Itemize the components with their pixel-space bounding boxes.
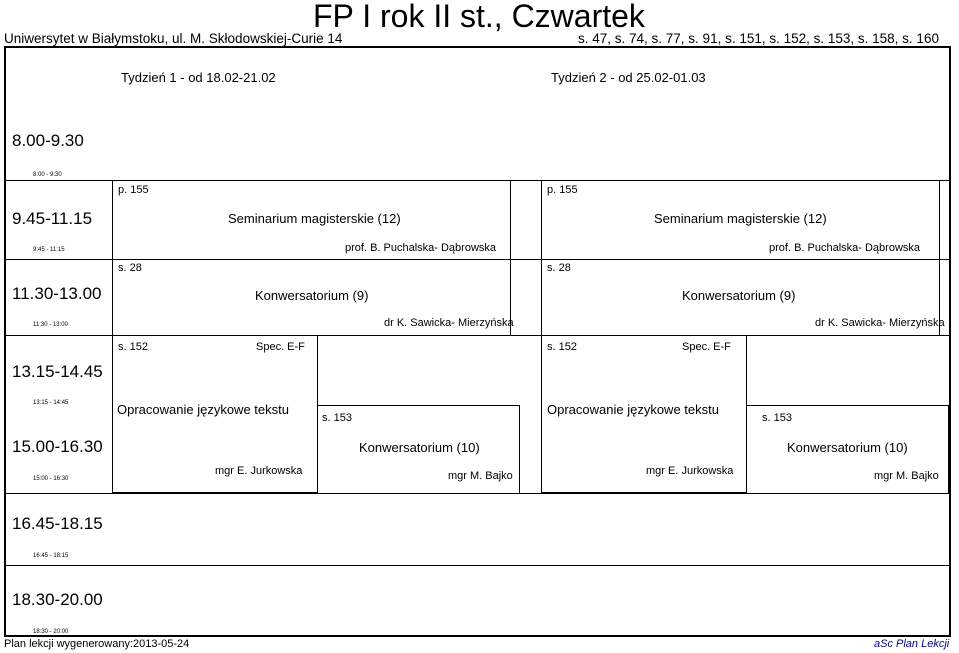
lesson-konwersatorium-9-week1[interactable] bbox=[112, 259, 514, 336]
lesson-group: Spec. E-F bbox=[682, 341, 731, 353]
lesson-group: Spec. E-F bbox=[256, 341, 305, 353]
period-time-small: 18:30 - 20:00 bbox=[33, 629, 69, 635]
lesson-teacher: dr K. Sawicka- Mierzyńska bbox=[384, 317, 514, 329]
lesson-teacher: prof. B. Puchalska- Dąbrowska bbox=[345, 242, 497, 254]
lesson-room: p. 155 bbox=[118, 184, 149, 196]
period-label: 16.45-18.15 bbox=[12, 514, 103, 533]
lesson-room: s. 153 bbox=[762, 412, 792, 424]
footer-brand: aSc Plan Lekcji bbox=[874, 638, 950, 650]
lesson-teacher: mgr M. Bajko bbox=[874, 470, 939, 482]
lesson-teacher: mgr M. Bajko bbox=[448, 470, 513, 482]
lesson-room: s. 153 bbox=[322, 412, 352, 424]
lesson-opracowanie-week1[interactable] bbox=[112, 335, 318, 493]
lesson-teacher: mgr E. Jurkowska bbox=[646, 465, 734, 477]
lesson-subject: Konwersatorium (10) bbox=[359, 440, 480, 455]
lesson-room: p. 155 bbox=[547, 184, 578, 196]
lesson-subject: Konwersatorium (9) bbox=[255, 288, 369, 303]
lesson-subject: Konwersatorium (10) bbox=[787, 440, 908, 455]
period-label: 18.30-20.00 bbox=[12, 590, 103, 609]
period-time-small: 16:45 - 18:15 bbox=[33, 553, 69, 559]
lesson-konwersatorium-9-week2[interactable] bbox=[541, 259, 945, 336]
period-label: 8.00-9.30 bbox=[12, 131, 84, 150]
period-label: 15.00-16.30 bbox=[12, 437, 103, 456]
week-1-header: Tydzień 1 - od 18.02-21.02 bbox=[121, 70, 276, 85]
institution-address: Uniwersytet w Białymstoku, ul. M. Skłodowskiej-Curie 14 bbox=[4, 31, 343, 46]
lesson-room: s. 152 bbox=[547, 341, 577, 353]
row-separator bbox=[4, 565, 951, 566]
lesson-subject: Opracowanie językowe tekstu bbox=[117, 402, 289, 417]
lesson-subject: Opracowanie językowe tekstu bbox=[547, 402, 719, 417]
period-time-small: 13:15 - 14:45 bbox=[33, 400, 69, 406]
lesson-subject: Seminarium magisterskie (12) bbox=[228, 211, 401, 226]
lesson-konwersatorium-10-week1[interactable] bbox=[317, 405, 520, 494]
period-time-small: 8:00 - 9:30 bbox=[33, 172, 62, 178]
lesson-teacher: mgr E. Jurkowska bbox=[215, 465, 303, 477]
lesson-opracowanie-week2[interactable] bbox=[541, 335, 747, 493]
period-time-small: 9:45 - 11:15 bbox=[33, 247, 65, 253]
lesson-room: s. 28 bbox=[118, 262, 142, 274]
lesson-teacher: prof. B. Puchalska- Dąbrowska bbox=[769, 242, 921, 254]
lesson-subject: Seminarium magisterskie (12) bbox=[654, 211, 827, 226]
period-time-small: 11:30 - 13:00 bbox=[33, 322, 68, 328]
page-title: FP I rok II st., Czwartek bbox=[313, 0, 645, 34]
lesson-room: s. 152 bbox=[118, 341, 148, 353]
lesson-konwersatorium-10-week2[interactable] bbox=[746, 405, 949, 494]
period-label: 9.45-11.15 bbox=[12, 209, 93, 228]
week-2-header: Tydzień 2 - od 25.02-01.03 bbox=[551, 70, 706, 85]
period-label: 13.15-14.45 bbox=[12, 362, 103, 381]
lesson-room: s. 28 bbox=[547, 262, 571, 274]
rooms-list: s. 47, s. 74, s. 77, s. 91, s. 151, s. 152, s. 153, s. 158, s. 160 bbox=[578, 31, 939, 46]
lesson-teacher: dr K. Sawicka- Mierzyńska bbox=[815, 317, 945, 329]
lesson-subject: Konwersatorium (9) bbox=[682, 288, 796, 303]
lesson-seminar-week2[interactable] bbox=[541, 180, 940, 260]
period-time-small: 15:00 - 16:30 bbox=[33, 476, 69, 482]
period-label: 11.30-13.00 bbox=[12, 284, 102, 303]
lesson-seminar-week1[interactable] bbox=[112, 180, 511, 260]
footer-generated: Plan lekcji wygenerowany:2013-05-24 bbox=[4, 638, 190, 650]
